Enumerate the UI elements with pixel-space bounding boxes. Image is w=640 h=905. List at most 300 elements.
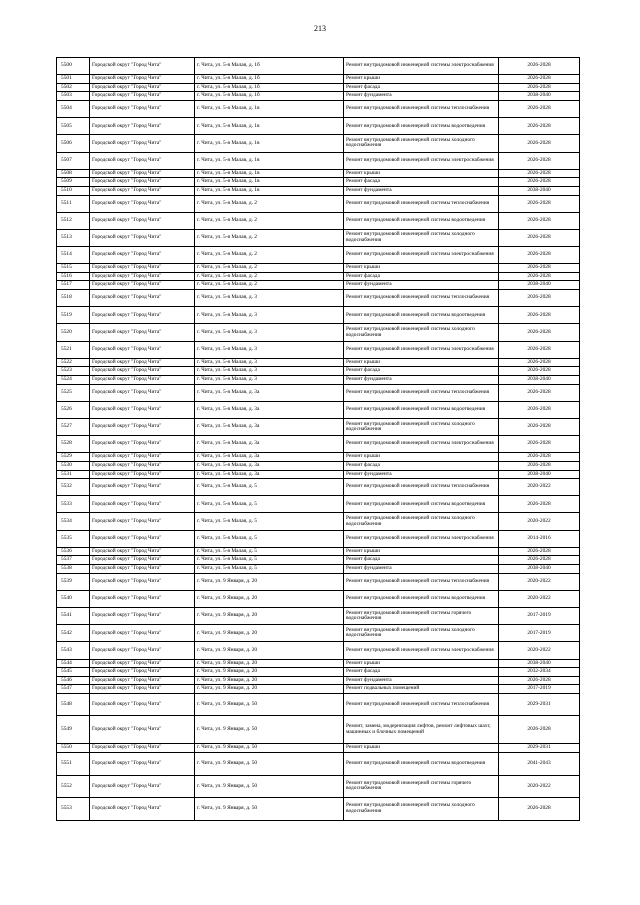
address-cell: г. Чита, ул. 9 Января, д. 20 [195,608,344,625]
period-cell: 2026-2028 [499,418,580,435]
municipality-cell: Городской округ "Город Чита" [90,324,195,341]
period-cell: 2020-2022 [499,642,580,659]
work-type-cell: Ремонт внутридомовой инженерной системы электроснабжения [344,247,499,264]
row-number-cell: 5551 [57,753,90,776]
municipality-cell: Городской округ "Город Чита" [90,513,195,530]
row-number-cell: 5547 [57,685,90,694]
table-row [57,744,580,753]
period-cell: 2029-2031 [499,744,580,753]
municipality-cell: Городской округ "Город Чита" [90,659,195,668]
municipality-cell: Городской округ "Город Чита" [90,281,195,290]
table-row [57,436,580,453]
municipality-cell: Городской округ "Город Чита" [90,152,195,169]
table-row [57,264,580,273]
row-number-cell: 5505 [57,118,90,135]
period-cell: 2026-2028 [499,676,580,685]
address-cell: г. Чита, ул. 5-я Малая, д. 2 [195,264,344,273]
row-number-cell: 5552 [57,775,90,798]
municipality-cell: Городской округ "Город Чита" [90,367,195,376]
period-cell: 2032-2034 [499,668,580,677]
table-row [57,547,580,556]
municipality-cell: Городской округ "Город Чита" [90,186,195,195]
row-number-cell: 5525 [57,384,90,401]
row-number-cell: 5506 [57,135,90,152]
address-cell: г. Чита, ул. 5-я Малая, д. 1в [195,186,344,195]
table-row [57,565,580,574]
municipality-cell: Городской округ "Город Чита" [90,75,195,84]
municipality-cell: Городской округ "Город Чита" [90,676,195,685]
table-row [57,92,580,101]
period-cell: 2026-2028 [499,798,580,821]
row-number-cell: 5501 [57,75,90,84]
table-row [57,195,580,212]
row-number-cell: 5535 [57,530,90,547]
municipality-cell: Городской округ "Город Чита" [90,453,195,462]
period-cell: 2038-2040 [499,470,580,479]
municipality-cell: Городской округ "Город Чита" [90,92,195,101]
work-type-cell: Ремонт внутридомовой инженерной системы электроснабжения [344,341,499,358]
period-cell: 2026-2028 [499,367,580,376]
row-number-cell: 5531 [57,470,90,479]
period-cell: 2026-2028 [499,547,580,556]
table-row [57,590,580,607]
address-cell: г. Чита, ул. 5-я Малая, д. 1в [195,169,344,178]
address-cell: г. Чита, ул. 5-я Малая, д. 3а [195,418,344,435]
table-row [57,461,580,470]
address-cell: г. Чита, ул. 9 Января, д. 20 [195,573,344,590]
work-type-cell: Ремонт внутридомовой инженерной системы электроснабжения [344,530,499,547]
table-row [57,753,580,776]
table-row [57,367,580,376]
table-row [57,716,580,744]
work-type-cell: Ремонт крыши [344,659,499,668]
work-type-cell: Ремонт внутридомовой инженерной системы электроснабжения [344,642,499,659]
period-cell: 2026-2028 [499,178,580,187]
period-cell: 2026-2028 [499,496,580,513]
row-number-cell: 5529 [57,453,90,462]
period-cell: 2017-2019 [499,625,580,642]
work-type-cell: Ремонт внутридомовой инженерной системы водоотведения [344,307,499,324]
municipality-cell: Городской округ "Город Чита" [90,307,195,324]
municipality-cell: Городской округ "Город Чита" [90,496,195,513]
municipality-cell: Городской округ "Город Чита" [90,716,195,744]
work-type-cell: Ремонт внутридомовой инженерной системы водоотведения [344,401,499,418]
table-row [57,58,580,75]
period-cell: 2026-2028 [499,358,580,367]
table-row [57,281,580,290]
table-row [57,453,580,462]
work-type-cell: Ремонт внутридомовой инженерной системы водоотведения [344,496,499,513]
municipality-cell: Городской округ "Город Чита" [90,135,195,152]
address-cell: г. Чита, ул. 5-я Малая, д. 3 [195,358,344,367]
row-number-cell: 5502 [57,83,90,92]
period-cell: 2026-2028 [499,75,580,84]
work-type-cell: Ремонт крыши [344,453,499,462]
municipality-cell: Городской округ "Город Чита" [90,470,195,479]
period-cell: 2026-2028 [499,341,580,358]
period-cell: 2038-2040 [499,92,580,101]
work-type-cell: Ремонт внутридомовой инженерной системы теплоснабжения [344,479,499,496]
address-cell: г. Чита, ул. 9 Января, д. 20 [195,685,344,694]
table-row [57,659,580,668]
row-number-cell: 5548 [57,693,90,716]
period-cell: 2026-2028 [499,195,580,212]
work-type-cell: Ремонт внутридомовой инженерной системы горячего водоснабжения [344,775,499,798]
address-cell: г. Чита, ул. 5-я Малая, д. 1в [195,152,344,169]
row-number-cell: 5513 [57,229,90,246]
table-row [57,530,580,547]
row-number-cell: 5545 [57,668,90,677]
address-cell: г. Чита, ул. 5-я Малая, д. 5 [195,513,344,530]
municipality-cell: Городской округ "Город Чита" [90,547,195,556]
table-row [57,375,580,384]
work-type-cell: Ремонт внутридомовой инженерной системы холодного водоснабжения [344,229,499,246]
municipality-cell: Городской округ "Город Чита" [90,753,195,776]
municipality-cell: Городской округ "Город Чита" [90,178,195,187]
period-cell: 2026-2028 [499,307,580,324]
address-cell: г. Чита, ул. 9 Января, д. 20 [195,676,344,685]
row-number-cell: 5500 [57,58,90,75]
period-cell: 2029-2031 [499,693,580,716]
period-cell: 2026-2028 [499,135,580,152]
table-row [57,693,580,716]
row-number-cell: 5510 [57,186,90,195]
address-cell: г. Чита, ул. 9 Января, д. 50 [195,775,344,798]
address-cell: г. Чита, ул. 9 Января, д. 20 [195,625,344,642]
period-cell: 2026-2028 [499,58,580,75]
period-cell: 2026-2028 [499,169,580,178]
address-cell: г. Чита, ул. 5-я Малая, д. 1в [195,135,344,152]
address-cell: г. Чита, ул. 5-я Малая, д. 2 [195,281,344,290]
period-cell: 2038-2040 [499,281,580,290]
municipality-cell: Городской округ "Город Чита" [90,212,195,229]
period-cell: 2026-2028 [499,152,580,169]
work-type-cell: Ремонт внутридомовой инженерной системы горячего водоснабжения [344,608,499,625]
address-cell: г. Чита, ул. 5-я Малая, д. 3 [195,367,344,376]
municipality-cell: Городской округ "Город Чита" [90,565,195,574]
table-row [57,272,580,281]
address-cell: г. Чита, ул. 5-я Малая, д. 3а [195,401,344,418]
period-cell: 2020-2022 [499,573,580,590]
period-cell: 2026-2028 [499,716,580,744]
work-type-cell: Ремонт фасада [344,83,499,92]
period-cell: 2026-2028 [499,401,580,418]
work-type-cell: Ремонт фундамента [344,281,499,290]
municipality-cell: Городской округ "Город Чита" [90,401,195,418]
table-row [57,775,580,798]
row-number-cell: 5521 [57,341,90,358]
work-type-cell: Ремонт внутридомовой инженерной системы электроснабжения [344,152,499,169]
work-type-cell: Ремонт фундамента [344,92,499,101]
row-number-cell: 5512 [57,212,90,229]
work-type-cell: Ремонт внутридомовой инженерной системы теплоснабжения [344,384,499,401]
municipality-cell: Городской округ "Город Чита" [90,375,195,384]
municipality-cell: Городской округ "Город Чита" [90,169,195,178]
row-number-cell: 5518 [57,290,90,307]
table-row [57,186,580,195]
period-cell: 2026-2028 [499,118,580,135]
row-number-cell: 5533 [57,496,90,513]
table-row [57,290,580,307]
address-cell: г. Чита, ул. 9 Января, д. 50 [195,744,344,753]
row-number-cell: 5542 [57,625,90,642]
work-type-cell: Ремонт внутридомовой инженерной системы холодного водоснабжения [344,513,499,530]
municipality-cell: Городской округ "Город Чита" [90,195,195,212]
work-type-cell: Ремонт фундамента [344,375,499,384]
table-row [57,608,580,625]
period-cell: 2038-2040 [499,375,580,384]
work-type-cell: Ремонт фасада [344,178,499,187]
address-cell: г. Чита, ул. 5-я Малая, д. 1в [195,178,344,187]
row-number-cell: 5520 [57,324,90,341]
period-cell: 2026-2028 [499,83,580,92]
table-row [57,573,580,590]
municipality-cell: Городской округ "Город Чита" [90,384,195,401]
row-number-cell: 5526 [57,401,90,418]
table-row [57,212,580,229]
row-number-cell: 5543 [57,642,90,659]
row-number-cell: 5541 [57,608,90,625]
page-number: 213 [314,24,326,33]
row-number-cell: 5549 [57,716,90,744]
period-cell: 2038-2040 [499,186,580,195]
period-cell: 2014-2016 [499,530,580,547]
address-cell: г. Чита, ул. 5-я Малая, д. 5 [195,547,344,556]
period-cell: 2038-2040 [499,565,580,574]
work-type-cell: Ремонт подвальных помещений [344,685,499,694]
municipality-cell: Городской округ "Город Чита" [90,461,195,470]
municipality-cell: Городской округ "Город Чита" [90,418,195,435]
row-number-cell: 5514 [57,247,90,264]
work-type-cell: Ремонт фундамента [344,676,499,685]
municipality-cell: Городской округ "Город Чита" [90,479,195,496]
table-row [57,625,580,642]
period-cell: 2026-2028 [499,461,580,470]
row-number-cell: 5544 [57,659,90,668]
row-number-cell: 5540 [57,590,90,607]
period-cell: 2026-2028 [499,272,580,281]
work-type-cell: Ремонт внутридомовой инженерной системы теплоснабжения [344,195,499,212]
row-number-cell: 5527 [57,418,90,435]
municipality-cell: Городской округ "Город Чита" [90,100,195,117]
row-number-cell: 5522 [57,358,90,367]
table-body [57,58,580,821]
address-cell: г. Чита, ул. 5-я Малая, д. 5 [195,479,344,496]
municipality-cell: Городской округ "Город Чита" [90,693,195,716]
work-type-cell: Ремонт крыши [344,75,499,84]
row-number-cell: 5504 [57,100,90,117]
work-type-cell: Ремонт крыши [344,744,499,753]
table-row [57,247,580,264]
table-row [57,152,580,169]
work-type-cell: Ремонт внутридомовой инженерной системы холодного водоснабжения [344,324,499,341]
municipality-cell: Городской округ "Город Чита" [90,436,195,453]
address-cell: г. Чита, ул. 5-я Малая, д. 2 [195,229,344,246]
municipality-cell: Городской округ "Город Чита" [90,530,195,547]
work-type-cell: Ремонт фундамента [344,470,499,479]
municipality-cell: Городской округ "Город Чита" [90,668,195,677]
address-cell: г. Чита, ул. 5-я Малая, д. 3а [195,384,344,401]
address-cell: г. Чита, ул. 5-я Малая, д. 3а [195,461,344,470]
period-cell: 2026-2028 [499,556,580,565]
table-row [57,401,580,418]
row-number-cell: 5517 [57,281,90,290]
capital-repair-table [56,57,580,821]
row-number-cell: 5546 [57,676,90,685]
table-row [57,135,580,152]
work-type-cell: Ремонт внутридомовой инженерной системы теплоснабжения [344,290,499,307]
work-type-cell: Ремонт внутридомовой инженерной системы теплоснабжения [344,573,499,590]
row-number-cell: 5553 [57,798,90,821]
municipality-cell: Городской округ "Город Чита" [90,608,195,625]
period-cell: 2026-2028 [499,247,580,264]
municipality-cell: Городской округ "Город Чита" [90,625,195,642]
address-cell: г. Чита, ул. 5-я Малая, д. 1в [195,118,344,135]
work-type-cell: Ремонт фундамента [344,565,499,574]
table-row [57,556,580,565]
address-cell: г. Чита, ул. 5-я Малая, д. 3а [195,470,344,479]
work-type-cell: Ремонт внутридомовой инженерной системы водоотведения [344,212,499,229]
address-cell: г. Чита, ул. 5-я Малая, д. 2 [195,195,344,212]
period-cell: 2026-2028 [499,290,580,307]
row-number-cell: 5507 [57,152,90,169]
period-cell: 2026-2028 [499,384,580,401]
row-number-cell: 5508 [57,169,90,178]
address-cell: г. Чита, ул. 5-я Малая, д. 2 [195,272,344,281]
table-row [57,341,580,358]
period-cell: 2017-2019 [499,608,580,625]
work-type-cell: Ремонт внутридомовой инженерной системы холодного водоснабжения [344,135,499,152]
address-cell: г. Чита, ул. 5-я Малая, д. 2 [195,212,344,229]
address-cell: г. Чита, ул. 9 Января, д. 20 [195,659,344,668]
municipality-cell: Городской округ "Город Чита" [90,642,195,659]
address-cell: г. Чита, ул. 5-я Малая, д. 1б [195,75,344,84]
work-type-cell: Ремонт крыши [344,547,499,556]
municipality-cell: Городской округ "Город Чита" [90,798,195,821]
period-cell: 2041-2043 [499,753,580,776]
work-type-cell: Ремонт внутридомовой инженерной системы электроснабжения [344,58,499,75]
period-cell: 2026-2028 [499,100,580,117]
period-cell: 2026-2028 [499,229,580,246]
municipality-cell: Городской округ "Город Чита" [90,290,195,307]
row-number-cell: 5537 [57,556,90,565]
work-type-cell: Ремонт внутридомовой инженерной системы теплоснабжения [344,100,499,117]
row-number-cell: 5532 [57,479,90,496]
work-type-cell: Ремонт внутридомовой инженерной системы водоотведения [344,590,499,607]
period-cell: 2020-2022 [499,513,580,530]
row-number-cell: 5550 [57,744,90,753]
work-type-cell: Ремонт внутридомовой инженерной системы электроснабжения [344,436,499,453]
table-row [57,513,580,530]
municipality-cell: Городской округ "Город Чита" [90,83,195,92]
municipality-cell: Городской округ "Город Чита" [90,358,195,367]
address-cell: г. Чита, ул. 9 Января, д. 50 [195,693,344,716]
period-cell: 2026-2028 [499,436,580,453]
row-number-cell: 5511 [57,195,90,212]
address-cell: г. Чита, ул. 5-я Малая, д. 3 [195,341,344,358]
work-type-cell: Ремонт фасада [344,668,499,677]
work-type-cell: Ремонт крыши [344,169,499,178]
table-row [57,496,580,513]
period-cell: 2020-2022 [499,590,580,607]
municipality-cell: Городской округ "Город Чита" [90,247,195,264]
table-row [57,118,580,135]
table-row [57,676,580,685]
work-type-cell: Ремонт внутридомовой инженерной системы теплоснабжения [344,693,499,716]
table-row [57,100,580,117]
work-type-cell: Ремонт фасада [344,556,499,565]
table-row [57,178,580,187]
row-number-cell: 5539 [57,573,90,590]
period-cell: 2038-2040 [499,659,580,668]
work-type-cell: Ремонт крыши [344,358,499,367]
address-cell: г. Чита, ул. 5-я Малая, д. 1б [195,83,344,92]
address-cell: г. Чита, ул. 5-я Малая, д. 5 [195,565,344,574]
row-number-cell: 5509 [57,178,90,187]
table-row [57,358,580,367]
address-cell: г. Чита, ул. 9 Января, д. 50 [195,798,344,821]
period-cell: 2017-2019 [499,685,580,694]
work-type-cell: Ремонт фасада [344,461,499,470]
row-number-cell: 5530 [57,461,90,470]
row-number-cell: 5523 [57,367,90,376]
row-number-cell: 5524 [57,375,90,384]
municipality-cell: Городской округ "Город Чита" [90,264,195,273]
municipality-cell: Городской округ "Город Чита" [90,58,195,75]
row-number-cell: 5519 [57,307,90,324]
work-type-cell: Ремонт крыши [344,264,499,273]
municipality-cell: Городской округ "Город Чита" [90,556,195,565]
work-type-cell: Ремонт внутридомовой инженерной системы холодного водоснабжения [344,418,499,435]
municipality-cell: Городской округ "Город Чита" [90,229,195,246]
period-cell: 2026-2028 [499,264,580,273]
table-row [57,685,580,694]
address-cell: г. Чита, ул. 9 Января, д. 50 [195,716,344,744]
work-type-cell: Ремонт внутридомовой инженерной системы холодного водоснабжения [344,798,499,821]
table-row [57,668,580,677]
municipality-cell: Городской округ "Город Чита" [90,590,195,607]
row-number-cell: 5515 [57,264,90,273]
address-cell: г. Чита, ул. 5-я Малая, д. 5 [195,530,344,547]
period-cell: 2026-2028 [499,324,580,341]
period-cell: 2020-2022 [499,479,580,496]
address-cell: г. Чита, ул. 5-я Малая, д. 3 [195,375,344,384]
municipality-cell: Городской округ "Город Чита" [90,573,195,590]
address-cell: г. Чита, ул. 9 Января, д. 20 [195,642,344,659]
row-number-cell: 5516 [57,272,90,281]
period-cell: 2020-2022 [499,775,580,798]
row-number-cell: 5538 [57,565,90,574]
address-cell: г. Чита, ул. 9 Января, д. 20 [195,590,344,607]
municipality-cell: Городской округ "Город Чита" [90,685,195,694]
address-cell: г. Чита, ул. 5-я Малая, д. 3 [195,290,344,307]
table-row [57,169,580,178]
table-row [57,307,580,324]
address-cell: г. Чита, ул. 5-я Малая, д. 3 [195,324,344,341]
municipality-cell: Городской округ "Город Чита" [90,272,195,281]
municipality-cell: Городской округ "Город Чита" [90,341,195,358]
address-cell: г. Чита, ул. 9 Января, д. 20 [195,668,344,677]
address-cell: г. Чита, ул. 9 Января, д. 50 [195,753,344,776]
period-cell: 2026-2028 [499,212,580,229]
table-row [57,229,580,246]
work-type-cell: Ремонт фасада [344,272,499,281]
row-number-cell: 5503 [57,92,90,101]
table-row [57,798,580,821]
municipality-cell: Городской округ "Город Чита" [90,118,195,135]
address-cell: г. Чита, ул. 5-я Малая, д. 5 [195,556,344,565]
period-cell: 2026-2028 [499,453,580,462]
